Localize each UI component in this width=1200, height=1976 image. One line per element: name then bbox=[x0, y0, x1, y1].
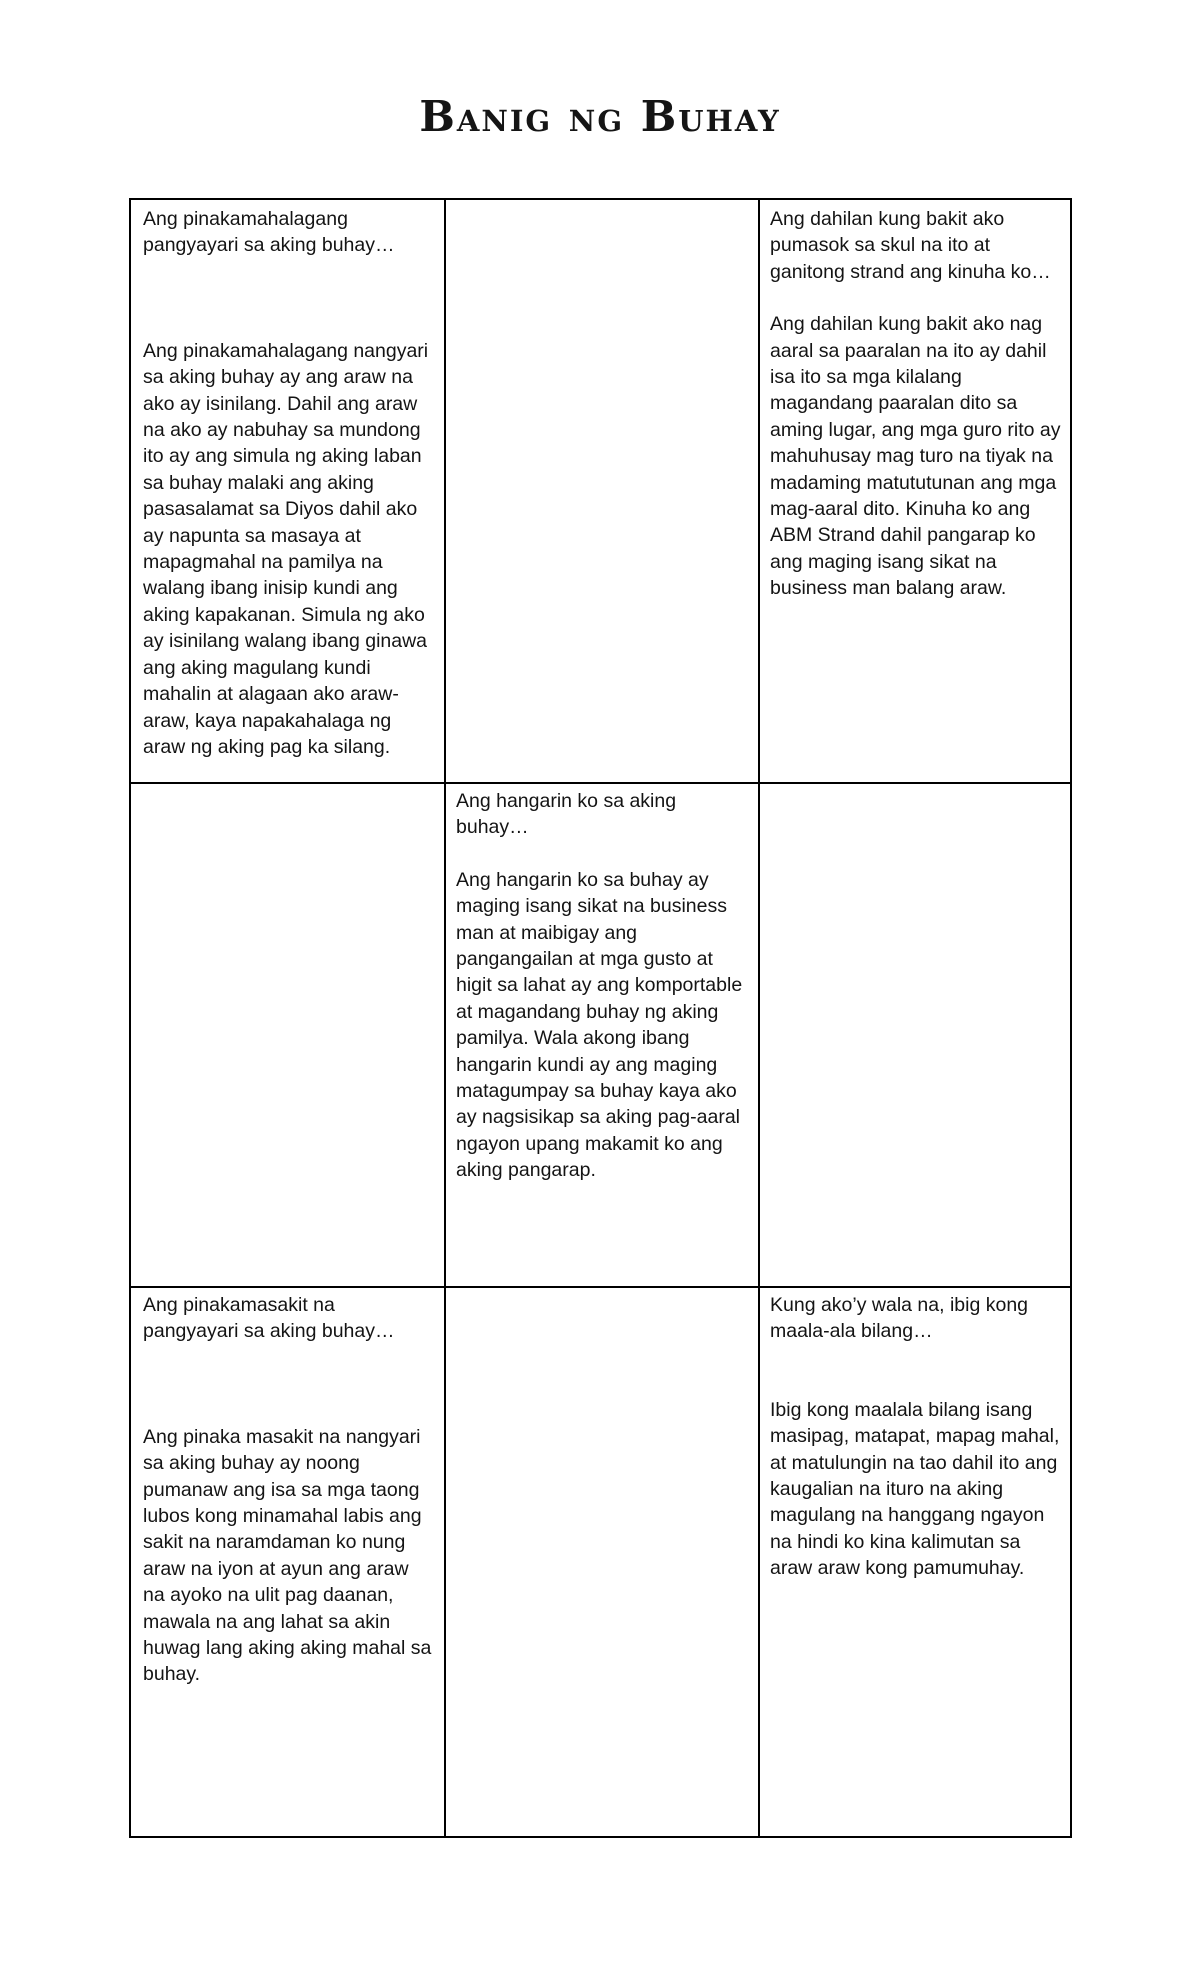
cell-prompt: Ang pinakamahalagang pangyayari sa aking buhay… bbox=[143, 208, 395, 257]
cell-most-painful-event bbox=[131, 1286, 444, 1838]
banig-grid bbox=[129, 198, 1072, 1838]
cell-prompt: Ang dahilan kung bakit ako pumasok sa skul na ito at ganitong strand ang kinuha ko… bbox=[770, 208, 1051, 283]
page-title: Banig ng Buhay bbox=[419, 92, 781, 141]
cell-answer: Ang hangarin ko sa buhay ay maging isang sikat na business man at maibigay ang pangangailan at mga gusto at higit sa lahat ay ang komportable at magandang buhay ng aking pamilya. Wala akong ibang hangarin kundi ay ang maging matagumpay sa buhay kaya ako ay nagsisikap sa aking pag-aaral ngayon upang makamit ko ang aking pangarap. bbox=[456, 868, 743, 1182]
cell-prompt: Kung ako’y wala na, ibig kong maala-ala bilang… bbox=[770, 1294, 1029, 1343]
cell-life-goal bbox=[444, 782, 758, 1286]
cell-answer: Ibig kong maalala bilang isang masipag, matapat, mapag mahal, at matulungin na tao dahil ito ang kaugalian na ituro na aking magulang na hanggang ngayon na hindi ko kina kalimutan sa araw araw kong pamumuhay. bbox=[770, 1398, 1060, 1580]
cell-how-to-be-remembered bbox=[758, 1286, 1072, 1838]
cell-answer: Ang dahilan kung bakit ako nag aaral sa paaralan na ito ay dahil isa ito sa mga kilalang magandang paaralan dito sa aming lugar, ang mga guro rito ay mahuhusay mag turo na tiyak na madaming matututunan ang mga mag-aaral dito. Kinuha ko ang ABM Strand dahil pangarap ko ang maging isang sikat na business man balang araw. bbox=[770, 313, 1061, 600]
cell-answer: Ang pinakamahalagang nangyari sa aking buhay ay ang araw na ako ay isinilang. Dahil ang araw na ako ay nabuhay sa mundong ito ay ang simula ng aking laban sa buhay malaki ang aking pasasalamat sa Diyos dahil ako ay napunta sa masaya at mapagmahal na pamilya na walang ibang inisip kundi ang aking kapakanan. Simula ng ako ay isinilang walang ibang ginawa ang aking magulang kundi mahalin at alagaan ako araw-araw, kaya napakahalaga ng araw ng aking pag ka silang. bbox=[143, 339, 429, 758]
cell-reason-for-school-and-strand bbox=[758, 200, 1072, 782]
cell-answer: Ang pinaka masakit na nangyari sa aking buhay ay noong pumanaw ang isa sa mga taong lubos kong minamahal labis ang sakit na naramdaman ko nung araw na iyon at ayun ang araw na ayoko na ulit pag daanan, mawala na ang lahat sa akin huwag lang aking aking mahal sa buhay. bbox=[143, 1425, 432, 1686]
cell-prompt: Ang hangarin ko sa aking buhay… bbox=[456, 790, 677, 839]
cell-prompt: Ang pinakamasakit na pangyayari sa aking buhay… bbox=[143, 1294, 395, 1343]
cell-most-important-event bbox=[131, 200, 444, 782]
